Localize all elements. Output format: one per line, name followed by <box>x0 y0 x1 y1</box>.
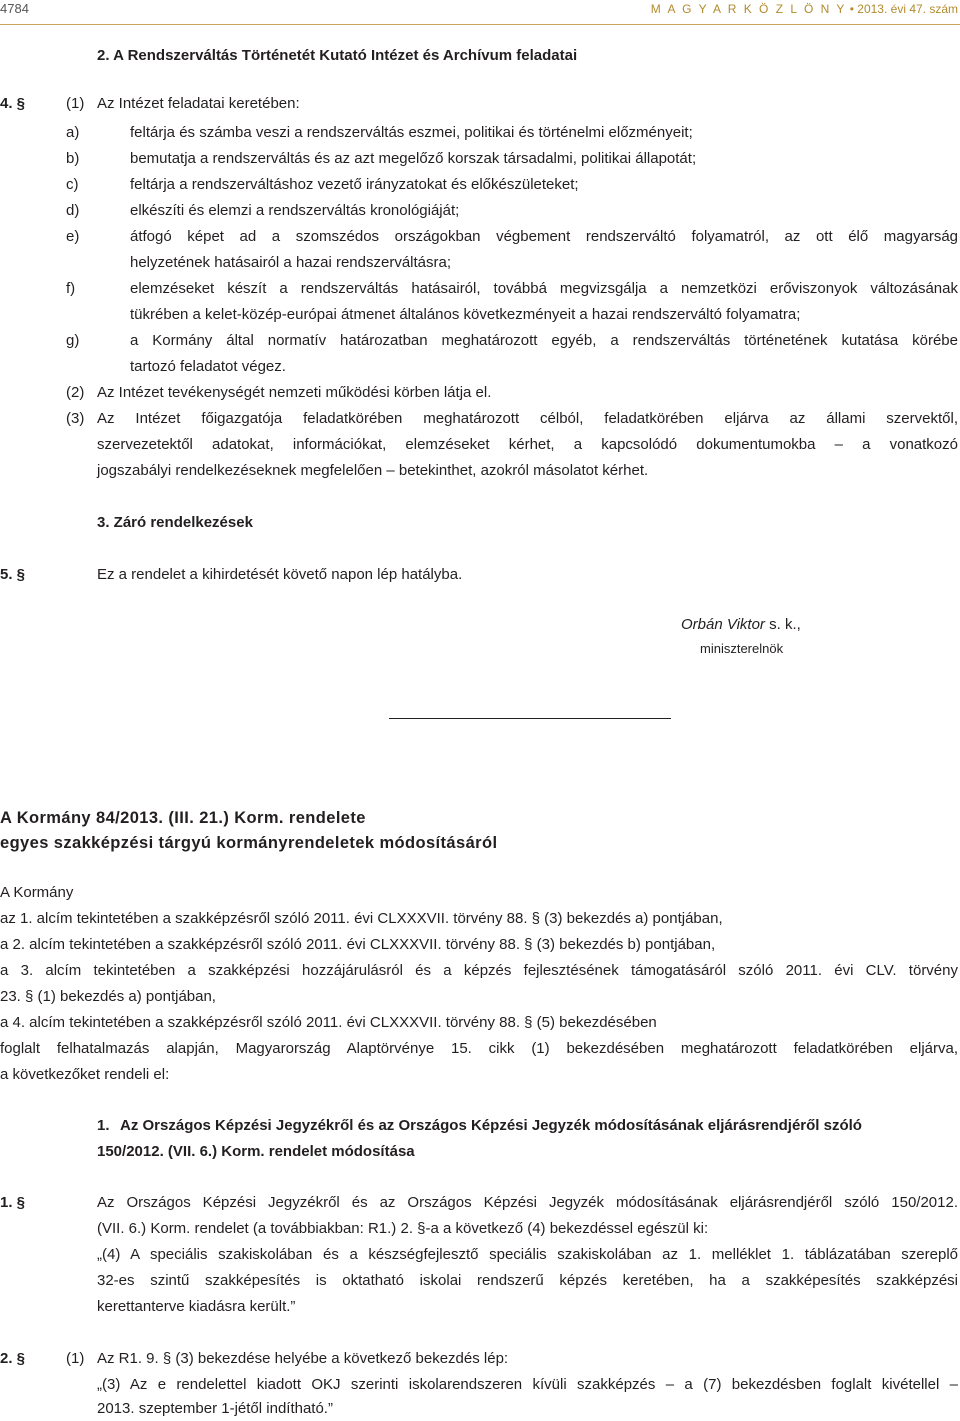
item-letter-a: a) <box>66 124 80 141</box>
header-rule <box>0 24 960 25</box>
separator-rule <box>389 718 671 719</box>
paragraph-4-number: 4. § <box>0 95 26 112</box>
paragraph-5-number: 5. § <box>0 566 26 583</box>
item-letter-f: f) <box>66 280 76 297</box>
decree-paragraph-1-line-4: 32-es szintű szakképesítés is oktatható iskolai rendszerű képzés keretében, ha a szakképesítés szakképzési <box>97 1272 958 1289</box>
subsection-1-number: (1) <box>66 95 85 112</box>
item-letter-e: e) <box>66 228 80 245</box>
item-text-f-line-1: elemzéseket készít a rendszerváltás hatásairól, továbbá megvizsgálja a nemzetközi erőviszonyok változásának <box>130 280 958 297</box>
item-text-a: feltárja és számba veszi a rendszerváltás eszmei, politikai és történelmi előzményeit; <box>130 124 693 141</box>
section-2-heading: 2. A Rendszerváltás Történetét Kutató Intézet és Archívum feladatai <box>97 47 578 64</box>
item-letter-c: c) <box>66 176 79 193</box>
subsection-2-number: (2) <box>66 384 85 401</box>
subsection-2-text: Az Intézet tevékenységét nemzeti működési körben látja el. <box>97 384 492 401</box>
signature-line <box>681 616 801 634</box>
subsection-3-number: (3) <box>66 410 85 427</box>
running-head <box>651 0 958 18</box>
subsection-3-line-2: szervezetektől adatokat, információkat, elemzéseket kérhet, a kapcsolódó dokumentumokba – a vonatkozó <box>97 436 958 453</box>
paragraph-5-text: Ez a rendelet a kihirdetését követő napon lép hatályba. <box>97 566 463 583</box>
item-text-e-line-2: helyzetének hatásairól a hazai rendszerváltásra; <box>130 254 452 271</box>
decree-paragraph-1-line-1: Az Országos Képzési Jegyzékről és az Országos Képzési Jegyzék módosításának eljárásrendjéről szóló 150/2012. <box>97 1194 958 1211</box>
item-letter-d: d) <box>66 202 80 219</box>
subsection-1-text: Az Intézet feladatai keretében: <box>97 95 300 112</box>
subheading-1-line-2: 150/2012. (VII. 6.) Korm. rendelet módosítása <box>97 1143 415 1160</box>
preamble-line-7: foglalt felhatalmazás alapján, Magyarország Alaptörvénye 15. cikk (1) bekezdésében meghatározott feladatkörében eljárva, <box>0 1040 958 1057</box>
decree-paragraph-1-line-2: (VII. 6.) Korm. rendelet (a továbbiakban: R1.) 2. §-a a következő (4) bekezdéssel egészül ki: <box>97 1220 709 1237</box>
preamble-line-1: A Kormány <box>0 884 74 901</box>
item-text-g-line-1: a Kormány által normatív határozatban meghatározott egyéb, a rendszerváltás történetének kutatása körébe <box>130 332 958 349</box>
decree-paragraph-1-number: 1. § <box>0 1194 26 1211</box>
item-letter-b: b) <box>66 150 80 167</box>
item-text-d: elkészíti és elemzi a rendszerváltás kronológiáját; <box>130 202 460 219</box>
subsection-3-line-1: Az Intézet főigazgatója feladatkörében meghatározott célból, feladatkörében eljárva az állami szervektől, <box>97 410 958 427</box>
journal-name: M A G Y A R K Ö Z L Ö N Y <box>650 2 847 16</box>
signatory-name: Orbán Viktor <box>681 616 765 633</box>
preamble-line-6: a 4. alcím tekintetében a szakképzésről szóló 2011. évi CLXXXVII. törvény 88. § (5) bekezdésében <box>0 1014 657 1031</box>
subheading-1-number: 1. <box>97 1117 110 1134</box>
decree-paragraph-1-line-5: kerettanterve kiadásra került.” <box>97 1298 296 1315</box>
decree-title-line-1: A Kormány 84/2013. (III. 21.) Korm. rendelete <box>0 809 366 827</box>
decree-title-line-2: egyes szakképzési tárgyú kormányrendeletek módosításáról <box>0 834 498 852</box>
item-text-f-line-2: tükrében a kelet-közép-európai átmenet általános következményeit a hazai rendszerváltó folyamatra; <box>130 306 801 323</box>
page-number: 4784 <box>0 1 29 16</box>
item-letter-g: g) <box>66 332 80 349</box>
decree-paragraph-2-subsection-text: Az R1. 9. § (3) bekezdése helyébe a következő bekezdés lép: <box>97 1350 509 1367</box>
item-text-e-line-1: átfogó képet ad a szomszédos országokban végbement rendszerváltó folyamatról, az ott élő magyarság <box>130 228 958 245</box>
preamble-line-4: a 3. alcím tekintetében a szakképzési hozzájárulásról és a képzés fejlesztésének támogatásáról szóló 2011. évi CLV. törvény <box>0 962 958 979</box>
decree-paragraph-2-subsection-number: (1) <box>66 1350 85 1367</box>
section-3-heading: 3. Záró rendelkezések <box>97 514 253 531</box>
item-text-c: feltárja a rendszerváltáshoz vezető irányzatokat és előkészületeket; <box>130 176 579 193</box>
item-text-g-line-2: tartozó feladatot végez. <box>130 358 286 375</box>
preamble-line-2: az 1. alcím tekintetében a szakképzésről szóló 2011. évi CLXXXVII. törvény 88. § (3) bekezdés a) pontjában, <box>0 910 723 927</box>
preamble-line-3: a 2. alcím tekintetében a szakképzésről szóló 2011. évi CLXXXVII. törvény 88. § (3) bekezdés b) pontjában, <box>0 936 716 953</box>
preamble-line-5: 23. § (1) bekezdés a) pontjában, <box>0 988 216 1005</box>
signatory-role: miniszterelnök <box>700 641 784 656</box>
decree-paragraph-2-number: 2. § <box>0 1350 26 1367</box>
subsection-3-line-3: jogszabályi rendelkezéseknek megfelelően – betekinthet, azokról másolatot kérhet. <box>97 462 649 479</box>
item-text-b: bemutatja a rendszerváltás és az azt megelőző korszak társadalmi, politikai állapotát; <box>130 150 697 167</box>
signatory-suffix: s. k., <box>764 616 801 633</box>
subheading-1-line-1: Az Országos Képzési Jegyzékről és az Országos Képzési Jegyzék módosításának eljárásrendjéről szóló <box>120 1117 862 1134</box>
decree-paragraph-1-line-3: „(4) A speciális szakiskolában és a készségfejlesztő speciális szakiskolában az 1. melléklet 1. táblázatában szereplő <box>97 1246 958 1263</box>
issue-info: • 2013. évi 47. szám <box>846 2 958 16</box>
decree-paragraph-2-quote-line-1: „(3) Az e rendelettel kiadott OKJ szerinti iskolarendszeren kívüli szakképzés – a (7) bekezdésben foglalt kivétellel – <box>97 1376 958 1393</box>
decree-paragraph-2-quote-line-2: 2013. szeptember 1-jétől indítható.” <box>97 1400 333 1417</box>
preamble-line-8: a következőket rendeli el: <box>0 1066 170 1083</box>
